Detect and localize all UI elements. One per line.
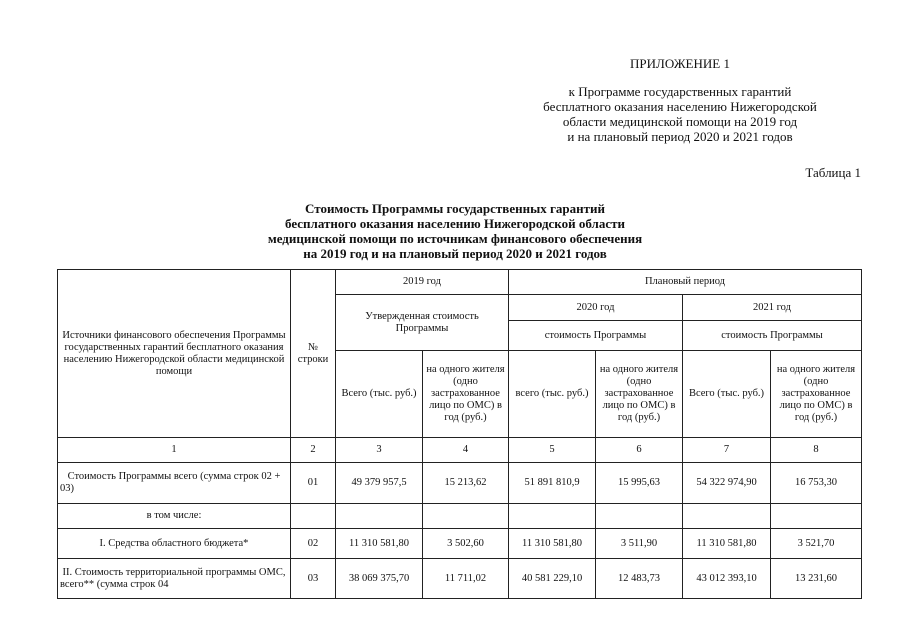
row-value: 11 310 581,80 [336, 529, 423, 559]
header-total-2021: Всего (тыс. руб.) [683, 351, 771, 438]
row-value [596, 504, 683, 529]
row-value: 3 502,60 [423, 529, 509, 559]
header-year-2021: 2021 год [683, 295, 862, 321]
header-per-resident-2020: на одного жителя (одно застрахованное лицо по ОМС) в год (руб.) [596, 351, 683, 438]
row-value: 3 521,70 [771, 529, 862, 559]
row-value [423, 504, 509, 529]
row-value: 40 581 229,10 [509, 559, 596, 599]
row-value [509, 504, 596, 529]
document-title [200, 201, 710, 261]
table-row [58, 463, 862, 504]
table-label: Таблица 1 [805, 165, 861, 180]
table-row [58, 504, 862, 529]
row-value: 15 995,63 [596, 463, 683, 504]
column-number-row [58, 438, 862, 463]
row-value: 15 213,62 [423, 463, 509, 504]
column-number: 2 [291, 438, 336, 463]
table-row [58, 559, 862, 599]
row-value: 3 511,90 [596, 529, 683, 559]
row-value: 11 310 581,80 [683, 529, 771, 559]
title-line: бесплатного оказания населению Нижегородской области [285, 216, 625, 231]
row-value [683, 504, 771, 529]
appendix-line: к Программе государственных гарантий [568, 84, 792, 99]
column-number: 8 [771, 438, 862, 463]
row-value [336, 504, 423, 529]
row-value: 38 069 375,70 [336, 559, 423, 599]
column-number: 5 [509, 438, 596, 463]
row-code: 03 [291, 559, 336, 599]
row-code: 02 [291, 529, 336, 559]
row-value: 43 012 393,10 [683, 559, 771, 599]
table-row [58, 529, 862, 559]
header-approved-cost: Утвержденная стоимость Программы [336, 295, 509, 351]
appendix-line: бесплатного оказания населению Нижегородской [543, 99, 817, 114]
column-number: 1 [58, 438, 291, 463]
column-number: 6 [596, 438, 683, 463]
header-program-cost-2020: стоимость Программы [509, 321, 683, 351]
header-sources: Источники финансового обеспечения Программы государственных гарантий бесплатного оказания населению Нижегородской области медицинской помощи [58, 270, 291, 438]
header-row-number: № строки [291, 270, 336, 438]
header-year-2020: 2020 год [509, 295, 683, 321]
row-value: 51 891 810,9 [509, 463, 596, 504]
header-per-resident-2019: на одного жителя (одно застрахованное лицо по ОМС) в год (руб.) [423, 351, 509, 438]
title-line: медицинской помощи по источникам финансового обеспечения [267, 231, 643, 246]
row-label: II. Стоимость территориальной программы ОМС, всего** (сумма строк 04 [58, 559, 291, 599]
header-per-resident-2021: на одного жителя (одно застрахованное лицо по ОМС) в год (руб.) [771, 351, 862, 438]
appendix-block [470, 56, 890, 144]
row-code [291, 504, 336, 529]
header-year-2019: 2019 год [336, 270, 509, 295]
row-label: в том числе: [58, 504, 291, 529]
row-value: 49 379 957,5 [336, 463, 423, 504]
column-number: 4 [423, 438, 509, 463]
header-planned-period: Плановый период [509, 270, 862, 295]
row-value [771, 504, 862, 529]
row-code: 01 [291, 463, 336, 504]
column-number: 7 [683, 438, 771, 463]
row-value: 13 231,60 [771, 559, 862, 599]
financing-table [57, 269, 862, 599]
appendix-line: области медицинской помощи на 2019 год [562, 114, 798, 129]
header-program-cost-2021: стоимость Программы [683, 321, 862, 351]
title-line: на 2019 год и на плановый период 2020 и 2021 годов [303, 246, 607, 261]
title-line: Стоимость Программы государственных гарантий [305, 201, 605, 216]
row-value: 54 322 974,90 [683, 463, 771, 504]
appendix-heading: ПРИЛОЖЕНИЕ 1 [630, 56, 730, 71]
row-value: 11 310 581,80 [509, 529, 596, 559]
row-label: I. Средства областного бюджета* [58, 529, 291, 559]
column-number: 3 [336, 438, 423, 463]
row-value: 11 711,02 [423, 559, 509, 599]
row-value: 16 753,30 [771, 463, 862, 504]
appendix-line: и на плановый период 2020 и 2021 годов [567, 129, 793, 144]
row-label: Стоимость Программы всего (сумма строк 02 + 03) [58, 463, 291, 504]
header-total-2020: всего (тыс. руб.) [509, 351, 596, 438]
row-value: 12 483,73 [596, 559, 683, 599]
header-total-2019: Всего (тыс. руб.) [336, 351, 423, 438]
